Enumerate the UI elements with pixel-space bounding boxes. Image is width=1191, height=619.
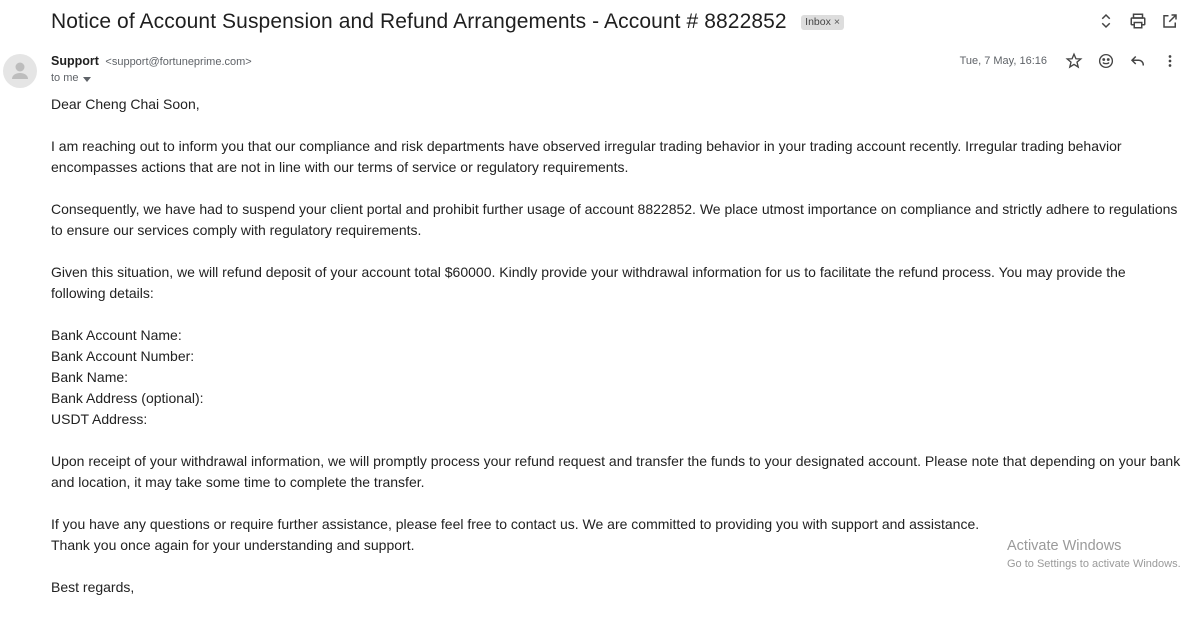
greeting: Dear Cheng Chai Soon, xyxy=(51,96,200,112)
email-subject: Notice of Account Suspension and Refund Arrangements - Account # 8822852 xyxy=(51,10,787,33)
watermark-title: Activate Windows xyxy=(1007,538,1122,554)
open-in-new-icon[interactable] xyxy=(1161,12,1179,30)
unfold-icon[interactable] xyxy=(1097,12,1115,30)
field-bank-address: Bank Address (optional): xyxy=(51,390,204,406)
top-actions xyxy=(1097,12,1179,30)
emoji-icon[interactable] xyxy=(1097,52,1115,70)
print-icon[interactable] xyxy=(1129,12,1147,30)
field-usdt-address: USDT Address: xyxy=(51,411,148,427)
closing: Best regards, xyxy=(51,579,135,595)
subject-row xyxy=(51,10,1181,36)
field-bank-account-name: Bank Account Name: xyxy=(51,327,182,343)
paragraph-3: Given this situation, we will refund deposit of your account total $60000. Kindly provide your withdrawal information for us to facilitate the refund process. You may provide the following details: xyxy=(51,264,1126,301)
activate-windows-watermark xyxy=(1007,538,1181,570)
sender-name[interactable]: Support xyxy=(51,54,99,68)
recipient-label: to me xyxy=(51,72,79,84)
watermark-subtitle: Go to Settings to activate Windows. xyxy=(1007,558,1181,570)
field-bank-account-number: Bank Account Number: xyxy=(51,348,195,364)
paragraph-1: I am reaching out to inform you that our compliance and risk departments have observed irregular trading behavior in your trading account recently. Irregular trading behavior encompasses actions that are not in line with our terms of service or regulatory requirements. xyxy=(51,138,1122,175)
message-date: Tue, 7 May, 16:16 xyxy=(959,55,1047,67)
remove-label-icon[interactable]: × xyxy=(833,15,840,28)
star-icon[interactable] xyxy=(1065,52,1083,70)
recipient-details-toggle[interactable] xyxy=(51,72,91,84)
inbox-label-chip[interactable] xyxy=(801,15,844,30)
withdrawal-fields xyxy=(51,325,1183,430)
chevron-down-icon xyxy=(83,77,91,82)
sender-row xyxy=(51,54,252,68)
more-vert-icon[interactable] xyxy=(1161,52,1179,70)
message-meta xyxy=(960,52,1179,70)
paragraph-2: Consequently, we have had to suspend your client portal and prohibit further usage of account 8822852. We place utmost importance on compliance and strictly adhere to regulations to ensure our services comply with regulatory requirements. xyxy=(51,201,1178,238)
paragraph-5-line-2: Thank you once again for your understanding and support. xyxy=(51,537,415,553)
paragraph-5-line-1: If you have any questions or require further assistance, please feel free to contact us. We are committed to providing you with support and assistance. xyxy=(51,516,980,532)
sender-avatar[interactable] xyxy=(3,54,37,88)
inbox-label-text: Inbox xyxy=(805,15,831,28)
field-bank-name: Bank Name: xyxy=(51,369,129,385)
reply-icon[interactable] xyxy=(1129,52,1147,70)
person-icon xyxy=(3,54,37,88)
sender-email: <support@fortuneprime.com> xyxy=(105,56,252,68)
paragraph-4: Upon receipt of your withdrawal information, we will promptly process your refund request and transfer the funds to your designated account. Please note that depending on your bank and location, it may take some time to complete the transfer. xyxy=(51,453,1181,490)
